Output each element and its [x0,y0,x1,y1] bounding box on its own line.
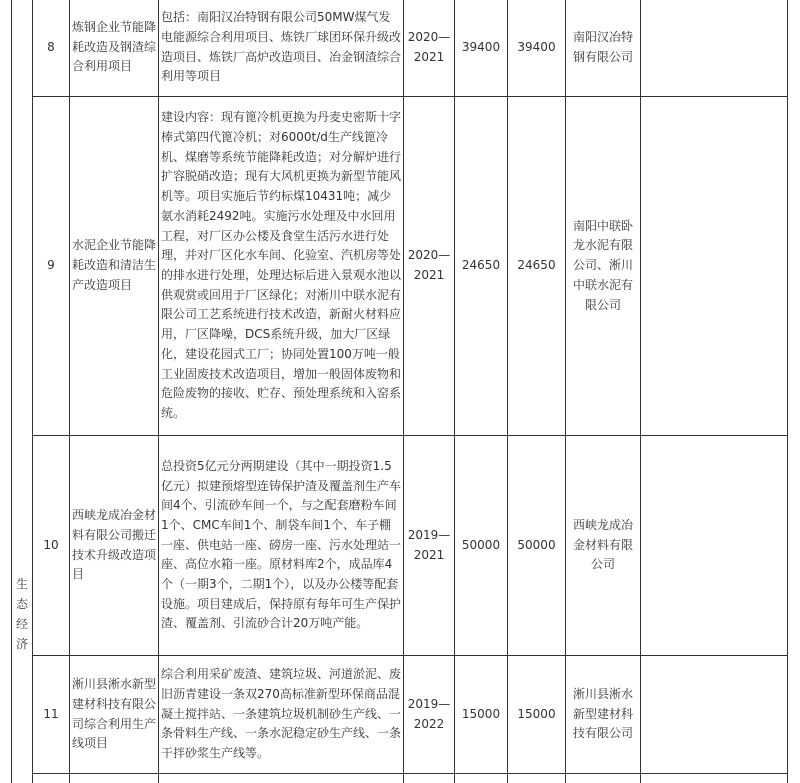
empty-cell [566,774,641,783]
total-investment: 15000 [455,656,508,774]
table-row [12,97,788,436]
category-cell [12,0,33,783]
table-row [12,656,788,774]
table-row-partial [12,774,788,783]
row-number: 10 [33,436,70,656]
empty-cell [70,774,159,783]
category-label: 生态经济 [15,577,28,651]
total-investment: 50000 [455,436,508,656]
project-table [11,0,788,783]
empty-cell [404,774,455,783]
project-name: 炼钢企业节能降耗改造及钢渣综合利用项目 [70,0,159,97]
empty-cell [641,436,788,656]
planned-investment: 39400 [508,0,566,97]
table-row [12,436,788,656]
project-period: 2020—2021 [404,0,455,97]
responsible-unit: 南阳中联卧龙水泥有限公司、淅川中联水泥有限公司 [566,97,641,436]
responsible-unit: 淅川县淅水新型建材科技有限公司 [566,656,641,774]
row-number: 8 [33,0,70,97]
project-period: 2019—2022 [404,656,455,774]
empty-cell [641,97,788,436]
project-period: 2019—2021 [404,436,455,656]
project-period: 2020—2021 [404,97,455,436]
empty-cell [159,774,404,783]
project-name: 西峡龙成冶金材料有限公司搬迁技术升级改造项目 [70,436,159,656]
responsible-unit: 西峡龙成冶金材料有限公司 [566,436,641,656]
table-row [12,0,788,97]
project-name: 水泥企业节能降耗改造和清洁生产改造项目 [70,97,159,436]
planned-investment: 15000 [508,656,566,774]
planned-investment: 24650 [508,97,566,436]
total-investment: 24650 [455,97,508,436]
responsible-unit: 南阳汉冶特钢有限公司 [566,0,641,97]
empty-cell [641,0,788,97]
project-content: 包括：南阳汉冶特钢有限公司50MW煤气发电能源综合利用项目、炼铁厂球团环保升级改造项目、炼铁厂高炉改造项目、冶金钢渣综合利用等项目 [159,0,404,97]
project-content: 建设内容：现有篦冷机更换为丹麦史密斯十字棒式第四代篦冷机；对6000t/d生产线篦冷机、煤磨等系统节能降耗改造；对分解炉进行扩容脱硝改造；现有大风机更换为新型节能风机等。项目实施后节约标煤10431吨；减少氨水消耗2492吨。实施污水处理及中水回用工程，对厂区办公楼及食堂生活污水进行处理，并对厂区化水车间、化验室、汽机房等处的排水进行处理，处理达标后进入景观水池以供观赏或回用于厂区绿化；对淅川中联水泥有限公司工艺系统进行技术改造，新耐火材料应用，厂区降噪，DCS系统升级，加大厂区绿化，建设花园式工厂；协同处置100万吨一般工业固废技术改造项目，增加一般固体废物和危险废物的接收、贮存、预处理系统和入窑系统。 [159,97,404,436]
project-name: 淅川县淅水新型建材科技有限公司综合利用生产线项目 [70,656,159,774]
empty-cell [641,774,788,783]
planned-investment: 50000 [508,436,566,656]
project-content: 综合利用采矿废渣、建筑垃圾、河道淤泥、废旧沥青建设一条双270高标准新型环保商品混凝土搅拌站、一条建筑垃圾机制砂生产线、一条骨料生产线、一条水泥稳定砂生产线、一条干拌砂浆生产线等。 [159,656,404,774]
empty-cell [33,774,70,783]
row-number: 9 [33,97,70,436]
project-content: 总投资5亿元分两期建设（其中一期投资1.5亿元）拟建预熔型连铸保护渣及覆盖剂生产车间4个、引流砂车间一个，与之配套磨粉车间1个、CMC车间1个、制袋车间1个、车子棚一座、供电站一座、磅房一座、污水处理站一座、高位水箱一座。原材料库2个，成品库4个（一期3个，二期1个），以及办公楼等配套设施。项目建成后，保持原有每年可生产保护渣、覆盖剂、引流砂合计20万吨产能。 [159,436,404,656]
empty-cell [508,774,566,783]
total-investment: 39400 [455,0,508,97]
row-number: 11 [33,656,70,774]
empty-cell [641,656,788,774]
empty-cell [455,774,508,783]
